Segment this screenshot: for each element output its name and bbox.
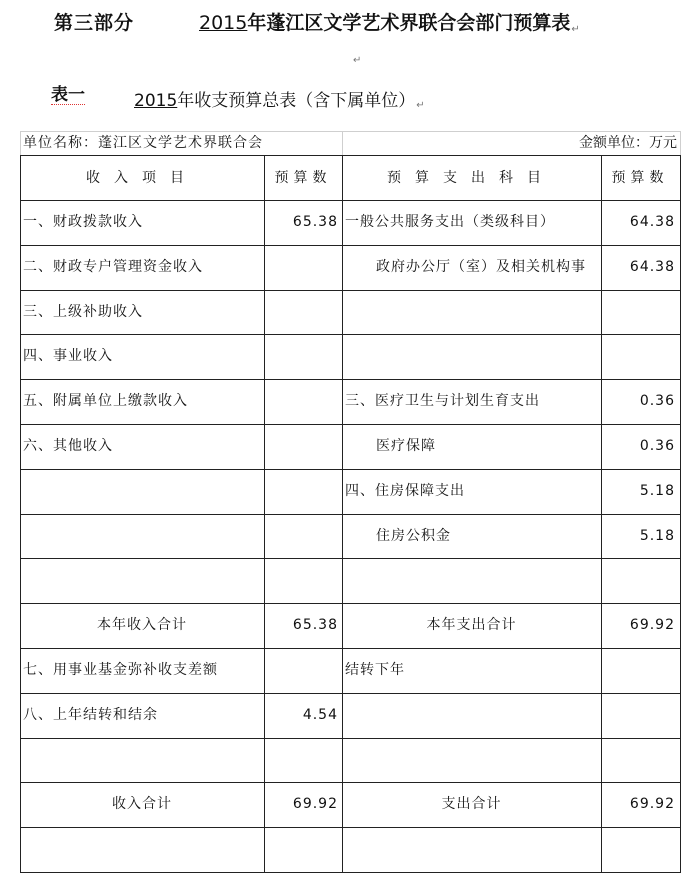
income-item: 二、财政专户管理资金收入 xyxy=(23,259,203,275)
budget-summary-table xyxy=(20,131,680,826)
title-text: 年蓬江区文学艺术界联合会部门预算表 xyxy=(247,12,571,34)
table-rule xyxy=(20,131,681,132)
unit-name: 单位名称：蓬江区文学艺术界联合会 xyxy=(23,135,263,151)
table-rule xyxy=(20,245,681,246)
subtotal-expense-amount: 69.92 xyxy=(629,617,675,633)
table-rule xyxy=(20,131,21,156)
expense-item: 一般公共服务支出（类级科目） xyxy=(345,214,555,230)
table-rule xyxy=(20,155,681,156)
income-item: 七、用事业基金弥补收支差额 xyxy=(23,662,218,678)
subtotal-expense-label: 本年支出合计 xyxy=(426,617,517,633)
table-rule xyxy=(601,155,602,873)
table-rule xyxy=(20,290,681,291)
table-rule xyxy=(20,827,681,828)
income-item: 五、附属单位上缴款收入 xyxy=(23,393,188,409)
table-rule xyxy=(264,155,265,873)
expense-item: 四、住房保障支出 xyxy=(345,483,465,499)
title-year: 2015 xyxy=(199,12,248,34)
table-rule xyxy=(20,514,681,515)
expense-amount: 0.36 xyxy=(639,393,675,409)
expense-item: 政府办公厅（室）及相关机构事 xyxy=(376,259,586,275)
header-income-item: 收入项目 xyxy=(86,170,198,186)
income-item: 八、上年结转和结余 xyxy=(23,707,158,723)
expense-item: 医疗保障 xyxy=(376,438,436,454)
income-amount: 4.54 xyxy=(302,707,338,723)
expense-item: 住房公积金 xyxy=(376,528,451,544)
subtotal-income-label: 本年收入合计 xyxy=(97,617,187,633)
table-rule xyxy=(20,648,681,649)
table-rule xyxy=(20,469,681,470)
income-item: 四、事业收入 xyxy=(23,348,113,364)
total-income-amount: 69.92 xyxy=(292,796,338,812)
paragraph-mark-icon: ↵ xyxy=(571,24,580,35)
title-part-label: 第三部分 xyxy=(54,12,135,34)
table-rule xyxy=(20,200,681,201)
header-expense-item: 预算支出科目 xyxy=(387,170,555,186)
income-item: 三、上级补助收入 xyxy=(23,304,143,320)
table-subtitle xyxy=(0,82,694,116)
document-title xyxy=(0,0,694,40)
table-rule xyxy=(20,155,21,873)
subtotal-income-amount: 65.38 xyxy=(292,617,338,633)
table-rule xyxy=(20,558,681,559)
paragraph-mark-icon: ↵ xyxy=(353,55,362,66)
expense-amount: 5.18 xyxy=(639,483,675,499)
expense-amount: 5.18 xyxy=(639,528,675,544)
table-rule xyxy=(20,334,681,335)
subtitle-label: 表一 xyxy=(51,85,85,105)
subtitle-year: 2015 xyxy=(134,91,178,111)
income-item: 六、其他收入 xyxy=(23,438,113,454)
total-income-label: 收入合计 xyxy=(112,796,172,812)
income-amount: 65.38 xyxy=(292,214,338,230)
paragraph-mark-icon: ↵ xyxy=(416,100,425,111)
income-item: 一、财政拨款收入 xyxy=(23,214,143,230)
subtitle-main xyxy=(134,86,425,111)
table-rule xyxy=(20,603,681,604)
expense-amount: 0.36 xyxy=(639,438,675,454)
table-rule xyxy=(342,155,343,873)
expense-item: 结转下年 xyxy=(345,662,405,678)
table-rule xyxy=(20,379,681,380)
table-rule xyxy=(20,738,681,739)
table-rule xyxy=(680,155,681,873)
table-rule xyxy=(20,693,681,694)
subtitle-text: 年收支预算总表（含下属单位） xyxy=(177,91,416,111)
table-rule xyxy=(680,131,681,156)
table-rule xyxy=(20,782,681,783)
expense-item: 三、医疗卫生与计划生育支出 xyxy=(345,393,540,409)
expense-amount: 64.38 xyxy=(629,214,675,230)
table-rule xyxy=(20,424,681,425)
header-income-amount: 预算数 xyxy=(274,170,332,186)
total-expense-amount: 69.92 xyxy=(629,796,675,812)
amount-unit: 金额单位：万元 xyxy=(579,135,677,151)
total-expense-label: 支出合计 xyxy=(441,796,502,812)
title-main xyxy=(199,8,580,35)
header-expense-amount: 预算数 xyxy=(611,170,669,186)
expense-amount: 64.38 xyxy=(629,259,675,275)
